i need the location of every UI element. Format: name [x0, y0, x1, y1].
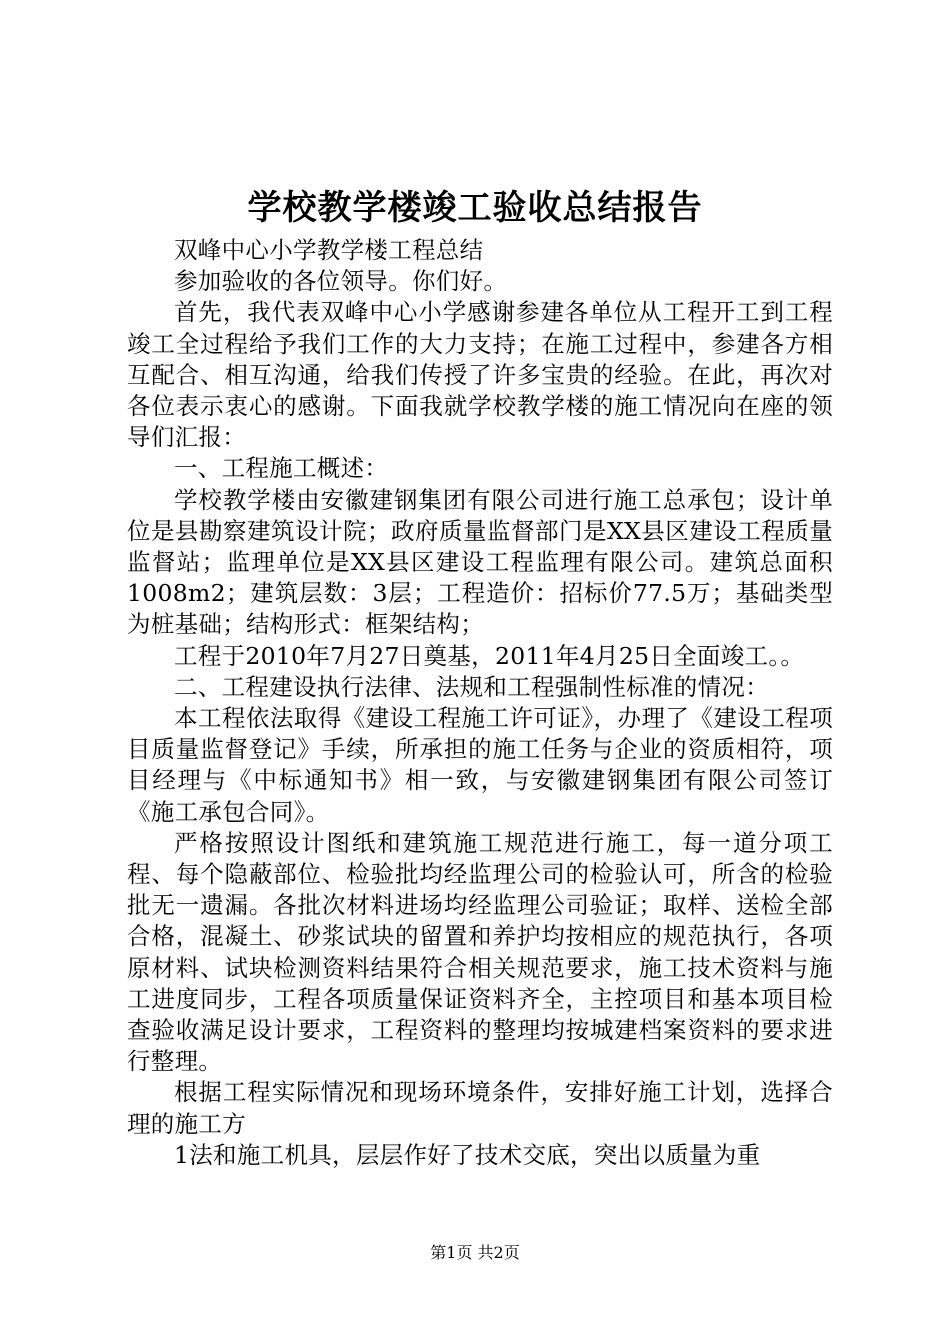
paragraph-planning: 根据工程实际情况和现场环境条件，安排好施工计划，选择合理的施工方 — [127, 1078, 833, 1138]
paragraph-greeting: 参加验收的各位领导。你们好。 — [174, 267, 508, 296]
paragraph-quality-control: 严格按照设计图纸和建筑施工规范进行施工，每一道分项工程、每个隐蔽部位、检验批均经监理公司的检验认可，所含的检验批无一遗漏。各批次材料进场均经监理公司验证；取样、送检全部合格，混凝土、砂浆试块的留置和养护均按相应的规范执行，各项原材料、试块检测资料结果符合相关规范要求，施工技术资料与施工进度同步，工程各项质量保证资料齐全，主控项目和基本项目检查验收满足设计要求，工程资料的整理均按城建档案资料的要求进行整理。 — [127, 828, 833, 1076]
document-body — [127, 235, 833, 1171]
paragraph-permits: 本工程依法取得《建设工程施工许可证》，办理了《建设工程项目质量监督登记》手续，所承担的施工任务与企业的资质相符，项目经理与《中标通知书》相一致，与安徽建钢集团有限公司签订《施工承包合同》。 — [127, 704, 833, 826]
section-heading-overview: 一、工程施工概述： — [174, 454, 389, 483]
page-footer: 第1页 共2页 — [430, 1243, 520, 1262]
paragraph-overview: 学校教学楼由安徽建钢集团有限公司进行施工总承包；设计单位是县勘察建筑设计院；政府质量监督部门是XX县区建设工程质量监督站；监理单位是XX县区建设工程监理有限公司。建筑总面积1008m2；建筑层数：3层；工程造价：招标价77.5万；基础类型为桩基础；结构形式：框架结构； — [127, 485, 833, 639]
document-title: 学校教学楼竣工验收总结报告 — [247, 188, 703, 228]
section-heading-compliance: 二、工程建设执行法律、法规和工程强制性标准的情况： — [174, 672, 769, 701]
paragraph-methods: 1法和施工机具，层层作好了技术交底，突出以质量为重 — [174, 1140, 761, 1169]
paragraph-schedule: 工程于2010年7月27日奠基，2011年4月25日全面竣工。。 — [174, 641, 805, 670]
paragraph-thanks: 首先，我代表双峰中心小学感谢参建各单位从工程开工到工程竣工全过程给予我们工作的大力支持；在施工过程中，参建各方相互配合、相互沟通，给我们传授了许多宝贵的经验。在此，再次对各位表示衷心的感谢。下面我就学校教学楼的施工情况向在座的领导们汇报： — [127, 298, 833, 452]
paragraph-project-name: 双峰中心小学教学楼工程总结 — [174, 236, 484, 264]
